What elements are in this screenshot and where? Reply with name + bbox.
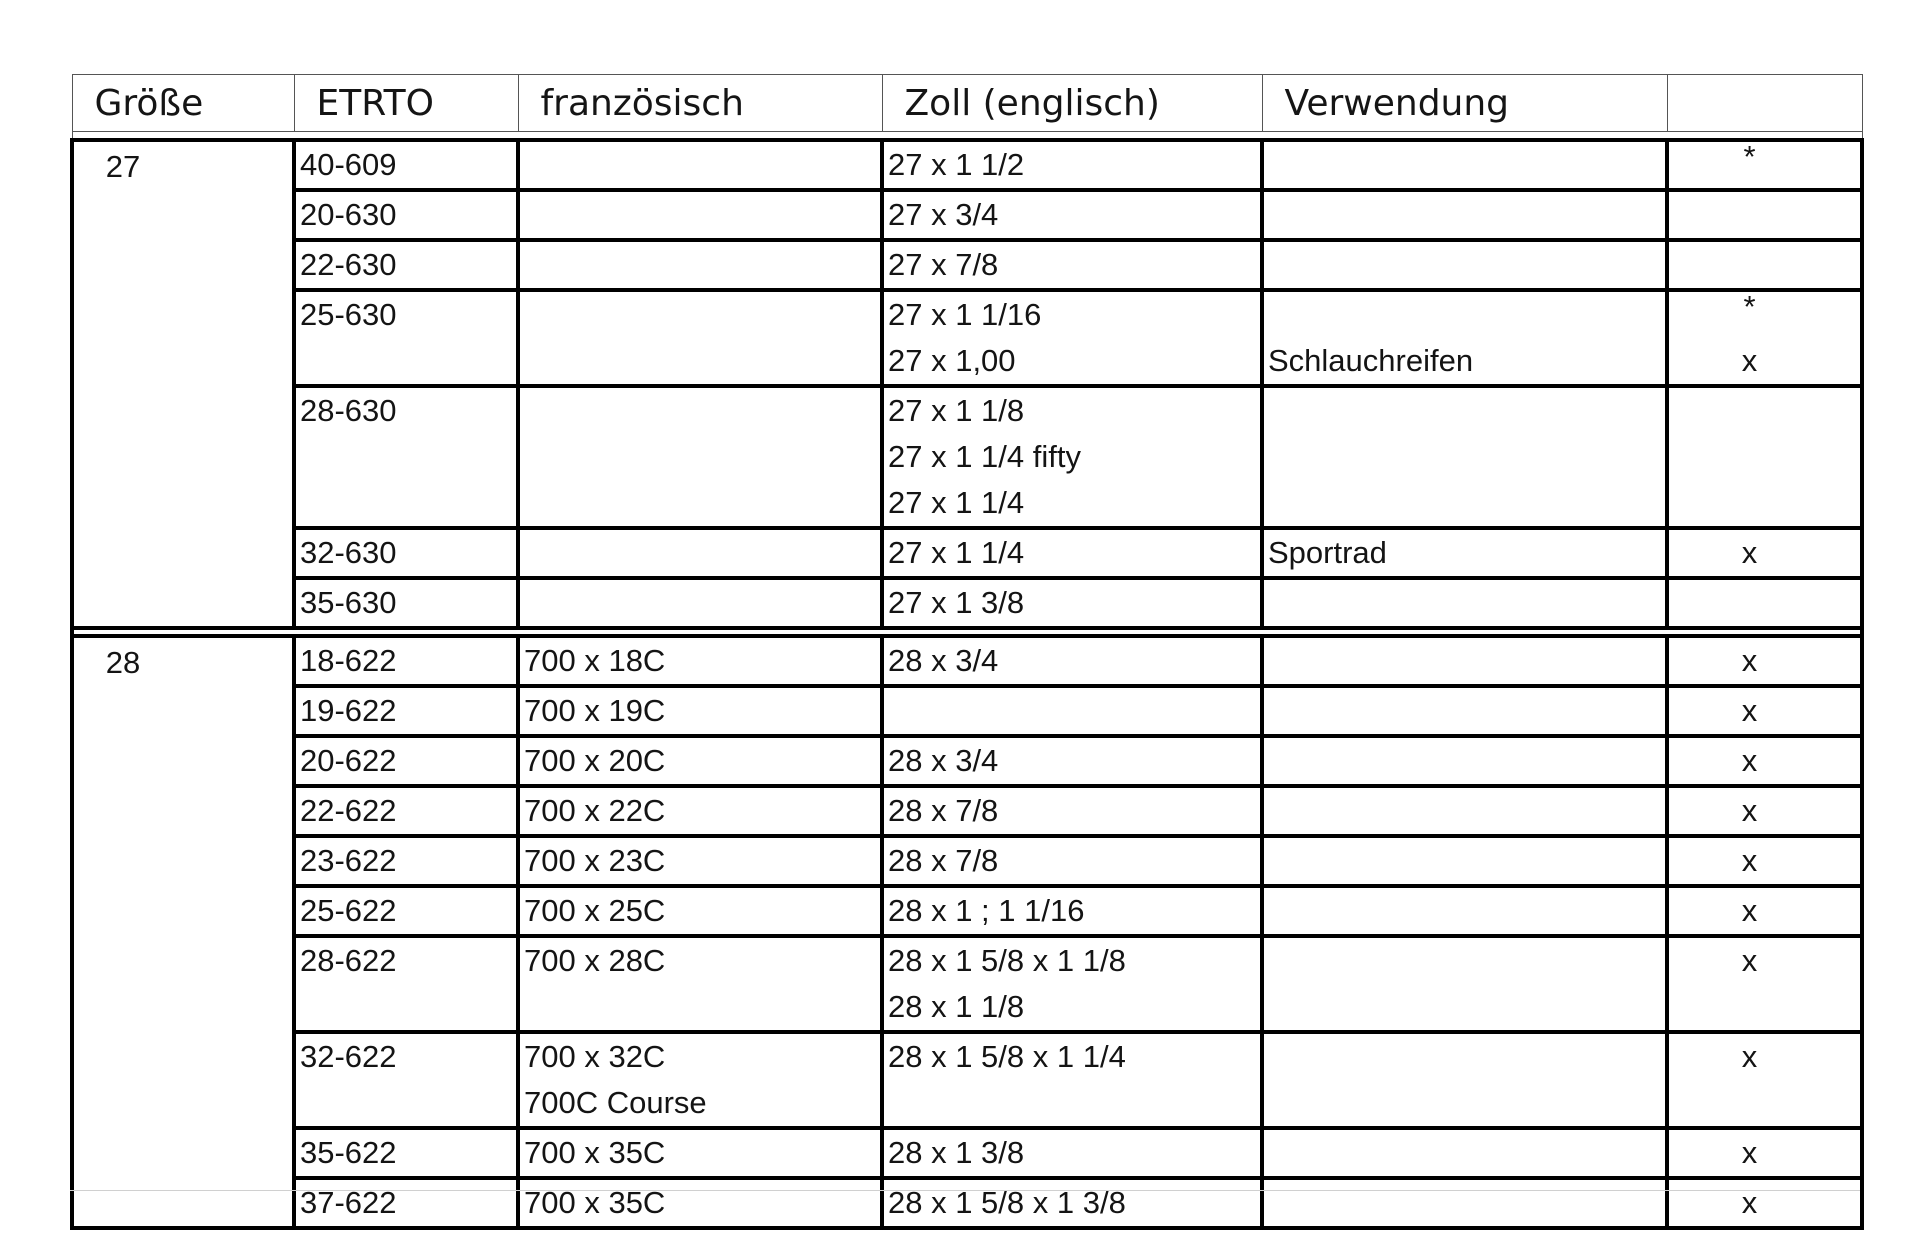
use-cell — [1262, 140, 1667, 190]
zoll-line: 27 x 1,00 — [888, 343, 1016, 378]
mark-cell: x — [1667, 528, 1862, 578]
mark-cell: x — [1667, 1178, 1862, 1228]
table-row — [72, 736, 1862, 786]
table-row — [72, 528, 1862, 578]
size-cell-27: 27 — [72, 140, 294, 628]
header-zoll: Zoll (englisch) — [882, 75, 1262, 132]
mark-cell: x — [1667, 686, 1862, 736]
zoll-cell: 27 x 1 1/2 — [882, 140, 1262, 190]
tire-size-table — [70, 74, 1864, 1230]
zoll-cell: 27 x 1 3/8 — [882, 578, 1262, 628]
etrto-cell: 32-622 — [294, 1032, 518, 1128]
mark-cell — [1667, 140, 1862, 190]
use-cell — [1262, 240, 1667, 290]
mark-star: * — [1743, 289, 1756, 324]
mark-cell — [1667, 240, 1862, 290]
zoll-line: 27 x 1 1/8 — [888, 393, 1025, 428]
zoll-cell — [882, 386, 1262, 528]
mark-cell: x — [1667, 1032, 1862, 1128]
header-etrto: ETRTO — [294, 75, 518, 132]
fr-cell — [518, 386, 882, 528]
zoll-cell: 27 x 1 1/4 — [882, 528, 1262, 578]
double-rule-cell — [72, 628, 1862, 636]
fr-line: 700 x 32C — [524, 1039, 666, 1074]
fr-cell: 700 x 19C — [518, 686, 882, 736]
zoll-cell: 27 x 3/4 — [882, 190, 1262, 240]
use-cell — [1262, 886, 1667, 936]
zoll-line: 27 x 1 1/4 — [888, 485, 1025, 520]
use-cell — [1262, 636, 1667, 686]
size-cell-28: 28 — [72, 636, 294, 1228]
table-row — [72, 140, 1862, 190]
etrto-cell: 40-609 — [294, 140, 518, 190]
etrto-cell: 35-622 — [294, 1128, 518, 1178]
zoll-cell: 28 x 7/8 — [882, 786, 1262, 836]
use-cell — [1262, 290, 1667, 386]
use-cell — [1262, 1178, 1667, 1228]
zoll-cell — [882, 290, 1262, 386]
mark-cell: x — [1667, 736, 1862, 786]
table-row — [72, 290, 1862, 386]
use-cell: Sportrad — [1262, 528, 1667, 578]
use-cell — [1262, 836, 1667, 886]
zoll-line: 28 x 1 5/8 x 1 1/8 — [888, 943, 1126, 978]
table-row — [72, 578, 1862, 628]
zoll-cell: 28 x 3/4 — [882, 736, 1262, 786]
table-row — [72, 836, 1862, 886]
table-header — [72, 75, 1862, 141]
zoll-cell: 28 x 1 3/8 — [882, 1128, 1262, 1178]
etrto-cell: 20-630 — [294, 190, 518, 240]
table-row — [72, 1032, 1862, 1128]
etrto-cell: 35-630 — [294, 578, 518, 628]
header-gap — [72, 132, 1862, 141]
header-mark — [1667, 75, 1862, 132]
header-franzoesisch: französisch — [518, 75, 882, 132]
etrto-cell: 28-622 — [294, 936, 518, 1032]
etrto-cell: 25-630 — [294, 290, 518, 386]
mark-line — [1669, 289, 1830, 338]
use-cell — [1262, 736, 1667, 786]
fr-cell — [518, 240, 882, 290]
etrto-cell: 23-622 — [294, 836, 518, 886]
mark-cell — [1667, 578, 1862, 628]
mark-cell: x — [1667, 936, 1862, 1032]
fr-cell: 700 x 23C — [518, 836, 882, 886]
use-line: Schlauchreifen — [1268, 343, 1474, 378]
double-rule — [72, 628, 1862, 636]
fr-cell — [518, 140, 882, 190]
mark-cell: x — [1667, 636, 1862, 686]
table-row — [72, 686, 1862, 736]
etrto-cell: 25-622 — [294, 886, 518, 936]
group-27 — [72, 140, 1862, 628]
table-row — [72, 936, 1862, 1032]
zoll-line: 27 x 1 1/16 — [888, 297, 1042, 332]
group-separator — [72, 628, 1862, 636]
fr-cell: 700 x 28C — [518, 936, 882, 1032]
table-row — [72, 1178, 1862, 1228]
mark-star: * — [1743, 139, 1756, 174]
group-28 — [72, 636, 1862, 1228]
table-row — [72, 386, 1862, 528]
fr-cell — [518, 290, 882, 386]
mark-cell: x — [1667, 1128, 1862, 1178]
tire-size-table-container — [70, 74, 1860, 1230]
mark-cell: x — [1667, 786, 1862, 836]
header-row — [72, 75, 1862, 132]
use-cell — [1262, 578, 1667, 628]
mark-cell — [1667, 290, 1862, 386]
etrto-cell: 19-622 — [294, 686, 518, 736]
use-cell — [1262, 190, 1667, 240]
table-row — [72, 240, 1862, 290]
table-row — [72, 886, 1862, 936]
use-cell — [1262, 686, 1667, 736]
zoll-cell: 27 x 7/8 — [882, 240, 1262, 290]
fr-cell: 700 x 20C — [518, 736, 882, 786]
fr-cell — [518, 190, 882, 240]
mark-cell: x — [1667, 836, 1862, 886]
fr-cell: 700 x 18C — [518, 636, 882, 686]
zoll-cell: 28 x 7/8 — [882, 836, 1262, 886]
header-verwendung: Verwendung — [1262, 75, 1667, 132]
zoll-line: 27 x 1 1/4 fifty — [888, 439, 1081, 474]
mark-cell: x — [1667, 886, 1862, 936]
use-line — [1268, 292, 1665, 338]
table-row — [72, 190, 1862, 240]
mark-line: x — [1741, 343, 1758, 378]
table-row — [72, 636, 1862, 686]
zoll-cell — [882, 686, 1262, 736]
zoll-cell: 28 x 3/4 — [882, 636, 1262, 686]
etrto-cell: 22-630 — [294, 240, 518, 290]
etrto-cell: 28-630 — [294, 386, 518, 528]
mark-cell — [1667, 190, 1862, 240]
zoll-cell: 28 x 1 5/8 x 1 1/4 — [882, 1032, 1262, 1128]
fr-cell — [518, 578, 882, 628]
fr-cell: 700 x 35C — [518, 1178, 882, 1228]
fr-line: 700C Course — [524, 1085, 707, 1120]
table-row — [72, 1128, 1862, 1178]
mark-cell — [1667, 386, 1862, 528]
etrto-cell: 32-630 — [294, 528, 518, 578]
zoll-cell — [882, 936, 1262, 1032]
zoll-cell: 28 x 1 ; 1 1/16 — [882, 886, 1262, 936]
fr-cell: 700 x 35C — [518, 1128, 882, 1178]
header-spacer — [72, 132, 1862, 141]
etrto-cell: 18-622 — [294, 636, 518, 686]
page-bottom-rule — [70, 1190, 1860, 1191]
table-row — [72, 786, 1862, 836]
fr-cell — [518, 528, 882, 578]
use-cell — [1262, 936, 1667, 1032]
fr-cell: 700 x 25C — [518, 886, 882, 936]
fr-cell: 700 x 22C — [518, 786, 882, 836]
etrto-cell: 22-622 — [294, 786, 518, 836]
etrto-cell: 37-622 — [294, 1178, 518, 1228]
zoll-line: 28 x 1 1/8 — [888, 989, 1025, 1024]
use-cell — [1262, 786, 1667, 836]
zoll-cell: 28 x 1 5/8 x 1 3/8 — [882, 1178, 1262, 1228]
use-cell — [1262, 1032, 1667, 1128]
use-cell — [1262, 386, 1667, 528]
header-groesse: Größe — [72, 75, 294, 132]
fr-cell — [518, 1032, 882, 1128]
etrto-cell: 20-622 — [294, 736, 518, 786]
use-cell — [1262, 1128, 1667, 1178]
